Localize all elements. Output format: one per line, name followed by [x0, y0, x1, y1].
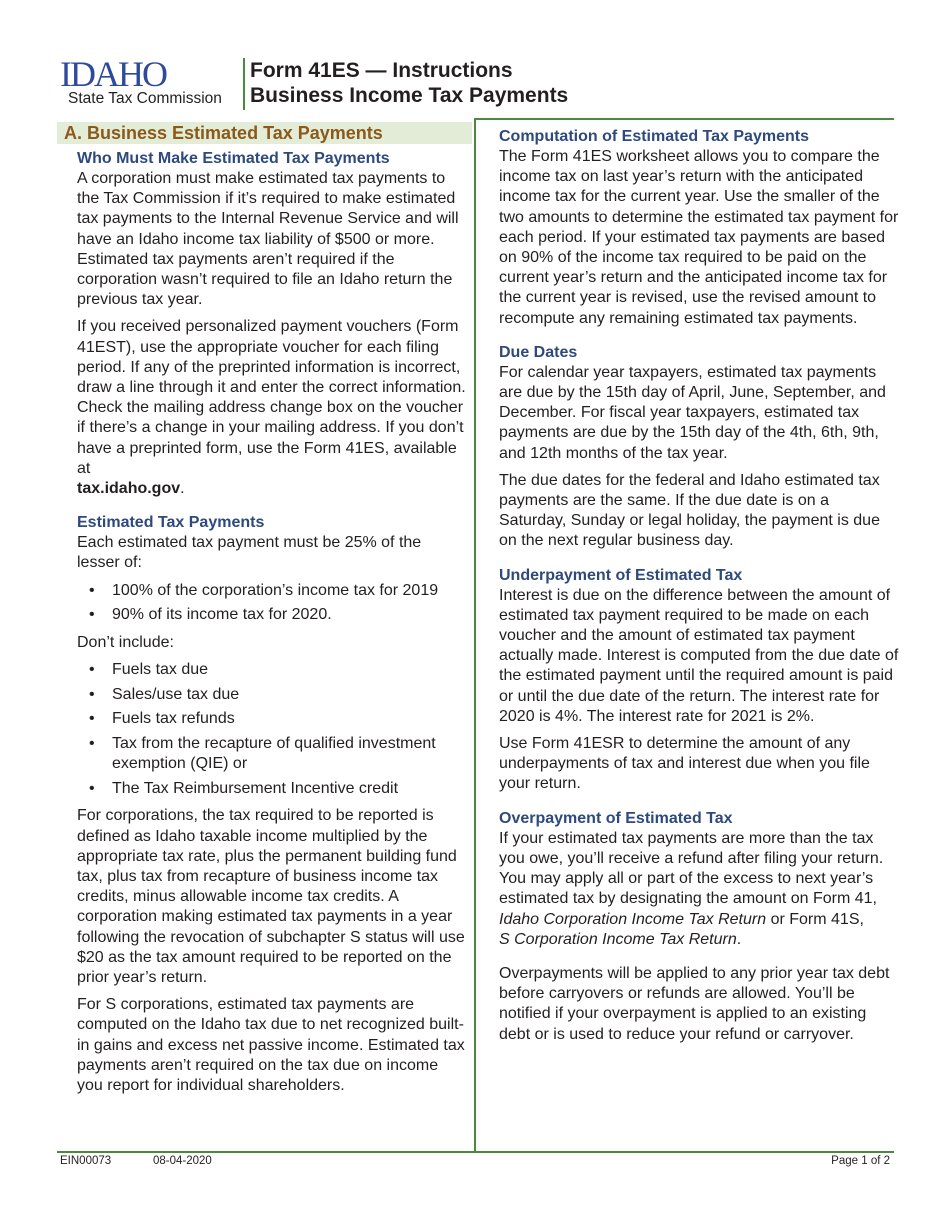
overpayment-text: If your estimated tax payments are more than the tax you owe, you’ll receive a refund after filing your return. You may apply all or part of the excess to next year’s estimated tax by designating the amount on Form 41,	[499, 829, 884, 908]
list-item: • 90% of its income tax for 2020.	[77, 605, 467, 625]
s-corporations-paragraph: For S corporations, estimated tax payments are computed on the Idaho tax due to net recognized built-in gains and excess net passive income. Estimated tax payments aren’t required on the tax due on income you report for individual shareholders.	[77, 996, 465, 1095]
due-dates-heading: Due Dates	[499, 343, 578, 361]
left-column	[77, 149, 467, 1103]
lesser-of-list	[77, 581, 467, 626]
estimated-tax-paragraph: Each estimated tax payment must be 25% of the lesser of:	[77, 534, 422, 572]
idaho-logo	[60, 54, 238, 110]
who-must-paragraph-1: A corporation must make estimated tax payments to the Tax Commission if it’s required to make estimated tax payments to the Internal Revenue Service and will have an Idaho income tax liability of $500 or more. Estimated tax payments aren’t required if the corporation wasn’t required to file an Idaho return the previous tax year.	[77, 170, 459, 309]
section-a-title: A. Business Estimated Tax Payments	[57, 122, 472, 144]
column-divider	[474, 118, 476, 1152]
form-41s-title: S Corporation Income Tax Return	[499, 930, 737, 948]
list-item: • The Tax Reimbursement Incentive credit	[77, 779, 467, 799]
list-item: • Sales/use tax due	[77, 685, 467, 705]
list-item: • Fuels tax due	[77, 660, 467, 680]
corporations-paragraph: For corporations, the tax required to be reported is defined as Idaho taxable income multiplied by the appropriate tax rate, plus the permanent building fund tax, plus tax from recapture of business income tax credits, minus allowable income tax credits. A corporation making estimated tax payments in a year following the revocation of subchapter S status will use $20 as the tax amount required to be reported on the prior year’s return.	[77, 807, 465, 987]
bottom-rule	[57, 1151, 894, 1153]
form-41-title: Idaho Corporation Income Tax Return	[499, 910, 767, 928]
title-line-2: Business Income Tax Payments	[250, 84, 569, 107]
period: .	[736, 930, 742, 948]
list-item: • 100% of the corporation’s income tax for 2019	[77, 581, 467, 601]
estimated-tax-payments-heading: Estimated Tax Payments	[77, 514, 265, 532]
overpayment-heading: Overpayment of Estimated Tax	[499, 809, 733, 827]
dont-include-label: Don’t include:	[77, 633, 174, 651]
underpayment-paragraph-2: Use Form 41ESR to determine the amount of any underpayments of tax and interest due when you file your return.	[499, 735, 870, 793]
exclusions-list	[77, 660, 467, 800]
overpayment-paragraph-2: Overpayments will be applied to any prior year tax debt before carryovers or refunds are allowed. You’ll be notified if your overpayment is applied to an existing debt or is used to reduce your refund or carryover.	[499, 964, 890, 1043]
computation-heading: Computation of Estimated Tax Payments	[499, 128, 809, 145]
logo-subtitle: State Tax Commission	[68, 90, 222, 107]
footer-form-id: EIN00073	[60, 1155, 112, 1167]
title-line-1: Form 41ES — Instructions	[250, 59, 513, 82]
list-item: • Tax from the recapture of qualified investment exemption (QIE) or	[77, 734, 467, 774]
header-divider	[243, 58, 245, 110]
right-column	[499, 127, 899, 1052]
logo-mark: IDAHO	[60, 54, 166, 94]
footer-date: 08-04-2020	[153, 1155, 212, 1167]
computation-paragraph: The Form 41ES worksheet allows you to compare the income tax on last year’s return with the anticipated income tax for the current year. Use the smaller of the two amounts to determine the estimated tax payment for each period. If your estimated tax payments are based on 90% of the income tax required to be paid on the current year’s return and the anticipated income tax for the current year is revised, use the revised amount to recompute any remaining estimated tax payments.	[499, 148, 899, 327]
list-item: • Fuels tax refunds	[77, 709, 467, 729]
page-title	[250, 58, 568, 108]
tax-idaho-gov-link[interactable]: tax.idaho.gov	[77, 480, 181, 498]
overpayment-or: or Form 41S,	[770, 910, 864, 928]
who-must-paragraph-2	[77, 317, 467, 499]
due-dates-paragraph-1: For calendar year taxpayers, estimated tax payments are due by the 15th day of April, June, September, and December. For fiscal year taxpayers, estimated tax payments are due by the 15th day of the 4th, 6th, 9th, and 12th months of the tax year.	[499, 363, 886, 462]
footer-page-number: Page 1 of 2	[831, 1155, 890, 1167]
top-rule	[474, 118, 894, 120]
underpayment-paragraph-1: Interest is due on the difference between the amount of estimated tax payment required to be made on each voucher and the amount of estimated tax payment actually made. Interest is computed from the due date of the estimated payment until the required amount is paid or until the due date of the return. The interest rate for 2020 is 4%. The interest rate for 2021 is 2%.	[499, 586, 899, 725]
underpayment-heading: Underpayment of Estimated Tax	[499, 566, 743, 584]
who-must-heading: Who Must Make Estimated Tax Payments	[77, 150, 390, 167]
who-must-paragraph-2-text: If you received personalized payment vouchers (Form 41EST), use the appropriate voucher for each filing period. If any of the preprinted information is incorrect, draw a line through it and enter the correct information. Check the mailing address change box on the voucher if there’s a change in your mailing address. If you don’t have a preprinted form, use the Form 41ES, available at	[77, 318, 466, 477]
due-dates-paragraph-2: The due dates for the federal and Idaho estimated tax payments are the same. If the due date is on a Saturday, Sunday or legal holiday, the payment is due on the next regular business day.	[499, 471, 880, 550]
period: .	[180, 480, 185, 498]
overpayment-paragraph-1	[499, 829, 899, 950]
